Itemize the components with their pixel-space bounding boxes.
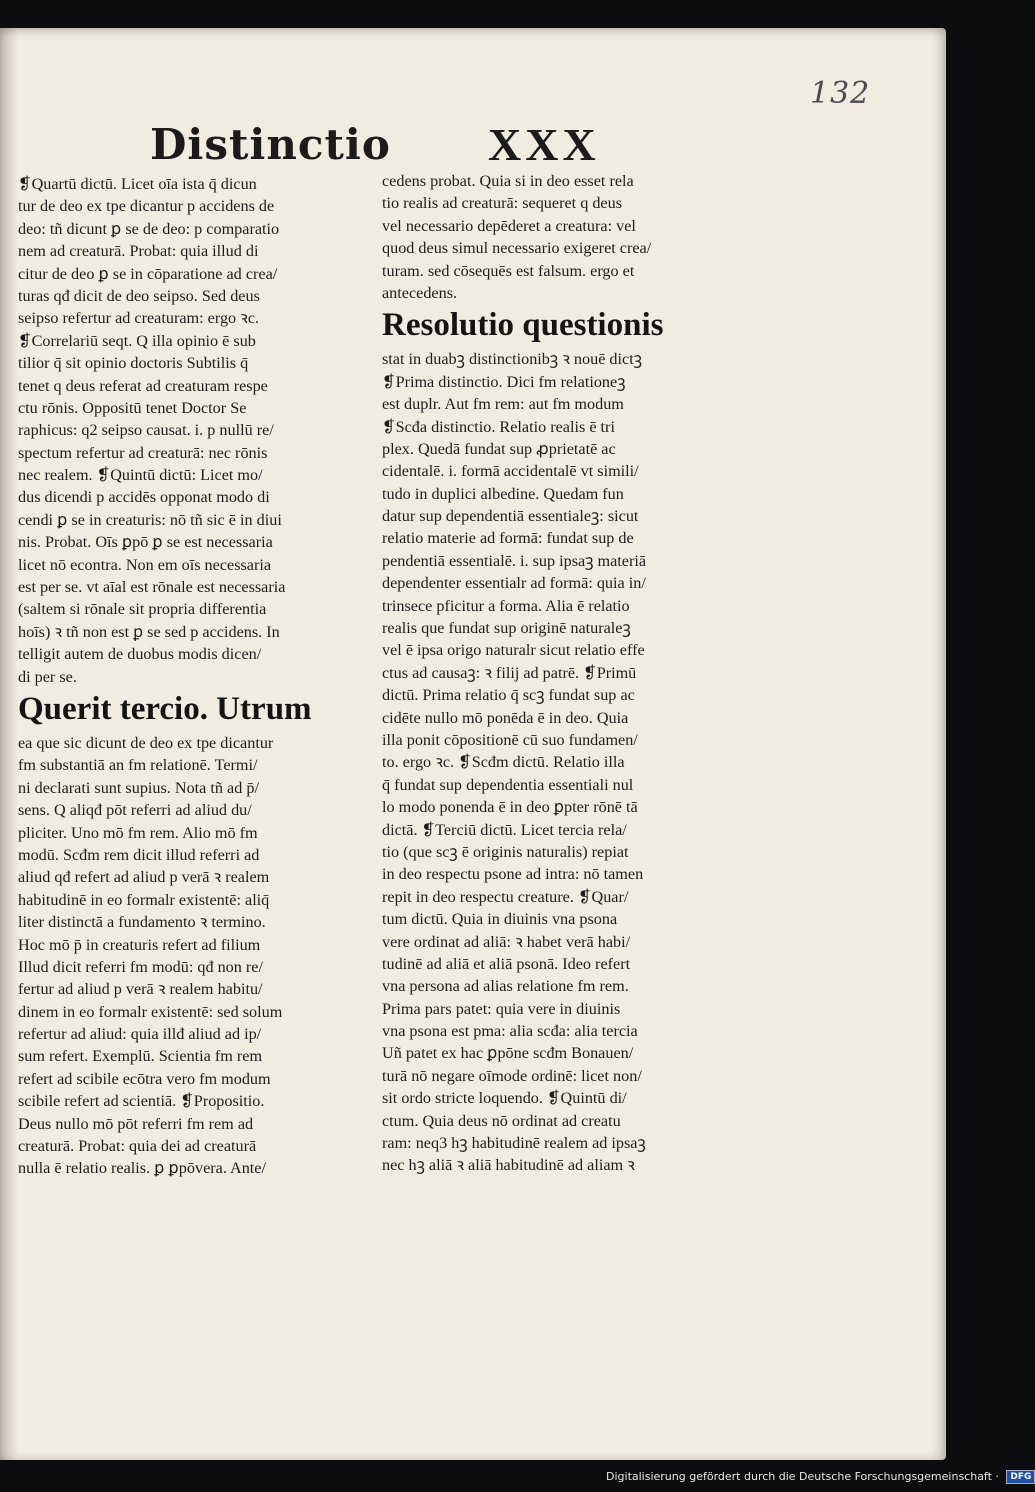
text-line: pendentiā essentialē. i. sup ipsaꝫ materiā [382,551,647,570]
text-line: nulla ē relatio realis. ꝑ ꝑpōvera. Ante/ [18,1159,266,1178]
text-line: tilior q̄ sit opinio doctoris Subtilis q̄ [18,354,249,373]
credit-text: Digitalisierung gefördert durch die Deutsche Forschungsgemeinschaft · [606,1470,999,1483]
text-line: cendi ꝑ se in creaturis: nō tñ sic ē in diui [18,510,282,529]
running-head-right: XXX [488,119,600,170]
text-line: di per se. [18,667,77,686]
text-line: repit in deo respectu creature. ❡Quar/ [382,887,629,906]
text-line: ❡Prima distinctio. Dici fm relationeꝫ [382,372,626,391]
text-line: tio realis ad creaturā: sequeret q deus [382,194,623,213]
text-line: antecedens. [382,283,458,302]
text-line: fertur ad aliud p verā ꝛ realem habitu/ [18,980,263,999]
text-line: realis que fundat sup originē naturaleꝫ [382,619,631,638]
text-line: relatio materie ad formā: fundat sup de [382,529,634,548]
text-line: Uñ patet ex hac ꝑpōne scđm Bonauen/ [382,1044,634,1063]
text-line: modū. Scđm rem dicit illud referri ad [18,845,260,864]
text-line: quod deus simul necessario exigeret crea/ [382,239,652,258]
text-line: sum refert. Exemplū. Scientia fm rem [18,1047,263,1066]
text-line: ctus ad causaꝫ: ꝛ filij ad patrē. ❡Primū [382,663,637,682]
text-line: habitudinē in eo formalr existentē: aliq̄ [18,890,270,909]
text-line: deo: tñ dicunt ꝑ se de deo: p comparatio [18,219,280,238]
text-line: ram: neq3 hꝫ habitudinē realem ad ipsaꝫ [382,1134,646,1153]
right-column [382,170,728,1177]
digitization-credit [606,1470,1032,1488]
text-line: tum dictū. Quia in diuinis vna psona [382,910,618,929]
text-line: tenet q deus referat ad creaturam respe [18,376,268,395]
text-line: dependenter essentialr ad formā: quia in/ [382,574,646,593]
text-line: Prima pars patet: quia vere in diuinis [382,999,621,1018]
text-line: datur sup dependentiā essentialeꝫ: sicut [382,507,639,526]
text-line: ea que sic dicunt de deo ex tpe dicantur [18,733,274,752]
text-line: spectum refertur ad creaturā: nec rōnis [18,443,268,462]
text-line: hoīs) ꝛ tñ non est ꝑ se sed p accidens. In [18,622,280,641]
text-line: tudinē ad aliā et aliā psonā. Ideo refert [382,954,631,973]
text-line: scibile refert ad scientiā. ❡Propositio. [18,1092,265,1111]
text-line: est duplr. Aut fm rem: aut fm modum [382,395,624,414]
text-line: cidentalē. i. formā accidentalē vt simili/ [382,462,639,481]
text-line: lo modo ponenda ē in deo ꝑpter rōnē tā [382,798,638,817]
text-line: citur de deo ꝑ se in cōparatione ad crea/ [18,264,278,283]
text-line: refertur ad aliud: quia illđ aliud ad ip/ [18,1025,262,1044]
text-line: illa ponit cōpositionē cū suo fundamen/ [382,730,638,749]
text-line: Hoc mō p̄ in creaturis refert ad filium [18,935,261,954]
text-line: stat in duabꝫ distinctionibꝫ ꝛ nouē dictꝫ [382,350,642,369]
text-line: turā nō negare oīmode ordinē: licet non/ [382,1066,642,1085]
text-line: dus dicendi p accidēs opponat modo di [18,488,270,507]
text-line: creaturā. Probat: quia dei ad creaturā [18,1137,257,1156]
text-line: pliciter. Uno mō fm rem. Alio mō fm [18,823,258,842]
text-line: nec realem. ❡Quintū dictū: Licet mo/ [18,466,263,485]
text-line: seipso refertur ad creaturam: ergo ꝛc. [18,309,260,328]
text-line: nec hꝫ aliā ꝛ aliā habitudinē ad aliam ꝛ [382,1156,635,1175]
text-line: fm substantiā an fm relationē. Termi/ [18,756,258,775]
text-line: licet nō econtra. Non em oīs necessaria [18,555,272,574]
text-line: nis. Probat. Oīs ꝑpō ꝑ se est necessaria [18,533,273,552]
text-line: sit ordo stricte loquendo. ❡Quintū di/ [382,1089,627,1108]
text-line: plex. Quedā fundat sup ꝓprietatē ac [382,439,616,458]
text-line: liter distinctā a fundamento ꝛ termino. [18,913,266,932]
text-line: to. ergo ꝛc. ❡Scđm dictū. Relatio illa [382,753,625,772]
text-line: sens. Q aliqđ pōt referri ad aliud du/ [18,801,252,820]
text-line: (saltem si rōnale sit propria differentia [18,600,267,619]
text-line: vere ordinat ad aliā: ꝛ habet verā habi/ [382,932,631,951]
text-line: Illud dicit referri fm modū: qđ non re/ [18,957,263,976]
text-line: ctum. Quia deus nō ordinat ad creatu [382,1111,621,1130]
text-line: trinsece pficitur a forma. Alia ē relatio [382,596,630,615]
text-line: telligit autem de duobus modis dicen/ [18,645,262,664]
text-line: dinem in eo formalr existentē: sed solum [18,1002,283,1021]
text-line: est per se. vt aīal est rōnale est necessaria [18,578,286,597]
text-line: in deo respectu psone ad intra: nō tamen [382,865,644,884]
book-page [0,28,946,1460]
text-line: cidēte nullo mō ponēda ē in deo. Quia [382,708,629,727]
text-line: dictū. Prima relatio q̄ scꝫ fundat sup ac [382,686,635,705]
text-line: vel ē ipsa origo naturalr sicut relatio effe [382,641,645,660]
text-line: ❡Scđa distinctio. Relatio realis ē tri [382,417,615,436]
text-line: tudo in duplici albedine. Quedam fun [382,484,624,503]
text-line: tio (que scꝫ ē originis naturalis) repiat [382,842,629,861]
text-line: cedens probat. Quia si in deo esset rela [382,172,634,190]
running-head-left: Distinctio [150,120,391,169]
text-line: vna psona est pma: alia scđa: alia tercia [382,1022,638,1041]
text-line: tur de deo ex tpe dicantur p accidens de [18,197,275,216]
text-line: refert ad scibile ecōtra vero fm modum [18,1069,271,1088]
text-line: aliud qđ refert ad aliud p verā ꝛ realem [18,868,270,887]
text-line: nem ad creaturā. Probat: quia illud di [18,242,259,261]
text-line: turam. sed cōsequēs est falsum. ergo et [382,261,635,280]
folio-number: 132 [810,76,871,111]
text-line: dictā. ❡Terciū dictū. Licet tercia rela/ [382,820,627,839]
text-line: ctu rōnis. Oppositū tenet Doctor Se [18,398,247,417]
text-line: ❡Quartū dictū. Licet oīa ista q̄ dicun [18,175,257,193]
text-line: ❡Correlariū seqt. Q illa opinio ē sub [18,331,256,350]
section-heading: Resolutio questionis [382,307,664,344]
text-line: Deus nullo mō pōt referri fm rem ad [18,1114,254,1133]
left-column [18,173,363,1180]
text-line: q̄ fundat sup dependentia essentiali nul [382,775,634,794]
dfg-logo: DFG [1006,1470,1035,1484]
text-line: ni declarati sunt supius. Nota tñ ad p̄/ [18,778,259,797]
text-line: vna persona ad alias relatione fm rem. [382,977,629,996]
text-line: vel necessario depēderet a creatura: vel [382,216,636,235]
text-line: raphicus: q2 seipso causat. i. p nullū re/ [18,421,274,440]
section-heading: Querit tercio. Utrum [18,690,312,727]
text-line: turas qđ dicit de deo seipso. Sed deus [18,286,260,305]
